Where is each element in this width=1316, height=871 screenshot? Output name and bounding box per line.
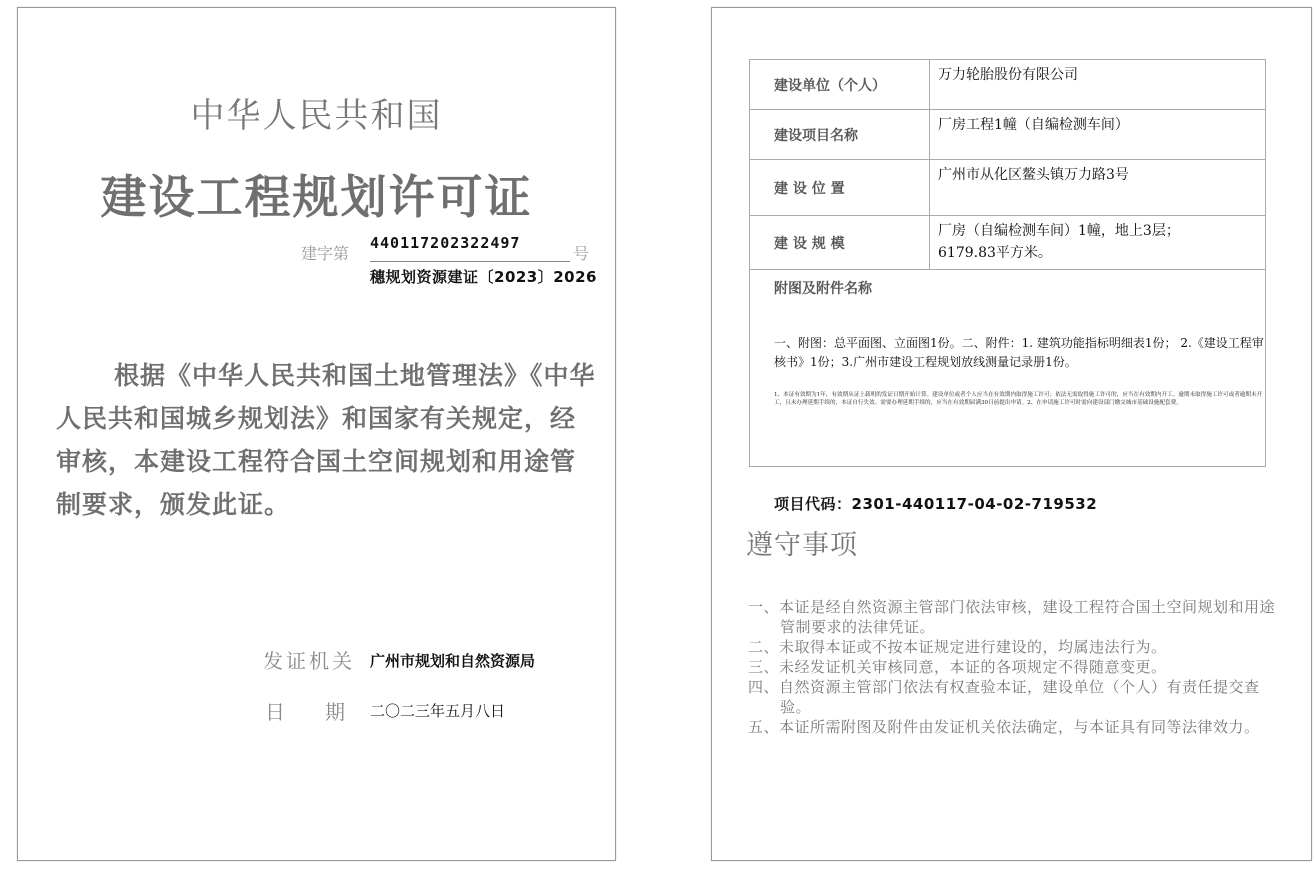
table-row	[750, 270, 1266, 467]
row-label-location: 建 设 位 置	[750, 160, 930, 216]
certificate-code: 穗规划资源建证〔2023〕2026	[370, 268, 597, 286]
serial-underline	[370, 261, 570, 262]
row-value-scale	[930, 216, 1266, 270]
issuer-value: 广州市规划和自然资源局	[370, 652, 536, 670]
project-code: 项目代码：2301-440117-04-02-719532	[774, 495, 1098, 513]
row-value-builder: 万力轮胎股份有限公司	[930, 60, 1266, 110]
project-info-table	[749, 59, 1266, 467]
serial-prefix: 建字第	[301, 244, 350, 263]
serial-suffix: 号	[573, 244, 590, 263]
certificate-back-page	[711, 7, 1312, 861]
date-label-char-2: 期	[325, 700, 345, 724]
serial-number: 440117202322497	[370, 234, 521, 252]
date-label-char-1: 日	[265, 700, 285, 724]
rules-list	[748, 597, 1288, 737]
certificate-title: 建设工程规划许可证	[100, 170, 533, 224]
row-label-project-name: 建设项目名称	[750, 110, 930, 160]
row-label-builder: 建设单位（个人）	[750, 60, 930, 110]
row-value-location: 广州市从化区鳌头镇万力路3号	[930, 160, 1266, 216]
attachments-text: 一、附图：总平面图、立面图1份。二、附件：1. 建筑功能指标明细表1份； 2.《建设工程审核书》1份；3.广州市建设工程规划放线测量记录册1份。	[774, 336, 1264, 369]
list-item: 五、本证所需附图及附件由发证机关依法确定，与本证具有同等法律效力。	[748, 718, 1260, 736]
issuer-label: 发证机关	[263, 649, 355, 673]
scale-line-1: 厂房（自编检测车间）1幢，地上3层；	[938, 223, 1180, 239]
country-name: 中华人民共和国	[190, 96, 443, 136]
table-row	[750, 110, 1266, 160]
certificate-front-page	[17, 7, 616, 861]
list-item: 一、本证是经自然资源主管部门依法审核，建设工程符合国土空间规划和用途管制要求的法律凭证。	[748, 598, 1276, 636]
validity-notes: 1、本证有效期为1年，有效期从证上载明的发证日期开始计算。建设单位或者个人应当在有效期内取得施工许可；依法无需取得施工许可的，应当在有效期内开工。逾期未取得施工许可或者逾期未开工，且未办理延期手续的，本证自行失效。需要办理延期手续的，应当在有效期届满30日前提出申请。2、在申请施工许可时需向建设部门缴交城市基础设施配套费。	[774, 392, 1263, 406]
row-value-project-name: 厂房工程1幢（自编检测车间）	[930, 110, 1266, 160]
list-item: 二、未取得本证或不按本证规定进行建设的，均属违法行为。	[748, 638, 1167, 656]
attachments-cell	[750, 270, 1266, 467]
table-row	[750, 160, 1266, 216]
list-item: 三、未经发证机关审核同意，本证的各项规定不得随意变更。	[748, 658, 1167, 676]
attachments-label: 附图及附件名称	[774, 281, 872, 297]
list-item: 四、自然资源主管部门依法有权查验本证，建设单位（个人）有责任提交查验。	[748, 678, 1260, 716]
table-row	[750, 60, 1266, 110]
scale-line-2: 6179.83平方米。	[938, 245, 1052, 261]
issue-date: 二〇二三年五月八日	[370, 702, 506, 720]
rules-title: 遵守事项	[746, 530, 858, 561]
row-label-scale: 建 设 规 模	[750, 216, 930, 270]
date-label	[265, 696, 345, 725]
legal-basis-text: 根据《中华人民共和国土地管理法》《中华人民共和国城乡规划法》和国家有关规定，经审核，本建设工程符合国土空间规划和用途管制要求，颁发此证。	[56, 361, 596, 519]
table-row	[750, 216, 1266, 270]
